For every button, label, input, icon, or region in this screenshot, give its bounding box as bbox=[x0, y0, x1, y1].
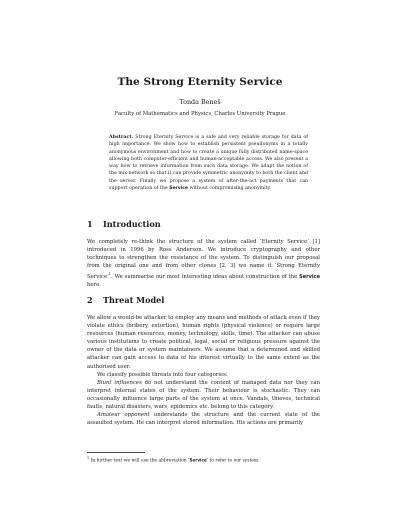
section-1-number: 1 bbox=[87, 219, 93, 229]
section-1-text-1: We completely re-think the structure of the system called ‘Eternity Service’ [1] introduced in 1996 by Ross Anderson. We introduce cryptography and other techniques to strengthen the resistance of the system. To distinguish our proposal from the original one and from other clones [2, 3] we name it ‘Strong Eternity Service’ bbox=[87, 239, 320, 281]
section-1-heading bbox=[87, 219, 161, 229]
section-2-heading bbox=[87, 295, 164, 305]
blunt-influences-label: Blunt influences bbox=[97, 379, 142, 386]
section-2-para-amateur bbox=[87, 411, 320, 427]
abstract-service-word: Service bbox=[169, 186, 188, 192]
footnote-mark: 1 bbox=[108, 272, 112, 277]
section-1-title: Introduction bbox=[103, 219, 161, 229]
section-1-body bbox=[87, 238, 320, 289]
blunt-influences-text: do not understand the content of managed data nor they can interpret internal states of the system. Their behaviour is stochastic. They can occasionally influence large parts of the system at once. Vandals, thieves, technical faults, natural disasters, wars, epidemics etc. belong to this category. bbox=[87, 379, 321, 411]
footnote-text-2: ’ to refer to our system. bbox=[206, 458, 260, 464]
author-name: Tonda Beneš bbox=[179, 98, 221, 106]
abstract-text-1: Strong Eternity Service is a safe and very reliable storage for data of high importance. We show how to establish persistent pseudonyms in a totally anonymous environment and how to create a unique fully distributed name-space allowing both computer-efficient and human-acceptable access. We also present a way how to retrieve information from such data storage. We adapt the notion of the mix-network so that it can provide symmetric anonymity to both the client and the server. Finally we propose a system of after-the-act payments that can support operation of the bbox=[109, 135, 308, 192]
section-2-title: Threat Model bbox=[103, 295, 165, 305]
footnote-rule bbox=[87, 452, 145, 453]
section-1-text-2: . We summarise our most interesting ideas about construction of the bbox=[111, 274, 298, 281]
section-2-number: 2 bbox=[87, 295, 93, 305]
footnote-service-word: Service bbox=[189, 457, 207, 463]
section-2-para-blunt bbox=[87, 379, 320, 411]
section-1-text-3: here. bbox=[87, 282, 101, 289]
abstract-text-2: without compromising anonymity. bbox=[189, 186, 272, 192]
paper-title: The Strong Eternity Service bbox=[117, 76, 283, 88]
amateur-opponent-text: understands the structure and the current state of the assaulted system. He can interpret stored information. His actions are primarily bbox=[87, 412, 320, 427]
footnote-text-1: In further text we will use the abbreviation ‘ bbox=[90, 458, 190, 464]
author-affiliation: Faculty of Mathematics and Physics, Charles University Prague bbox=[114, 111, 286, 117]
section-2-para-1: We allow a would-be attacker to employ any means and methods of attack even if they violate ethics (bribery, extortion), human rights (physical violence) or require large resources (human resources, money, technology, skills, time). The attacker can abuse various institutions to create political, legal, social or religious pressure against the owner of the data or system maintainers. We assume that a determined and skilled attacker can gain access to data of his interest virtually to the same extent as the authorised user. bbox=[87, 315, 320, 370]
section-2-body bbox=[87, 314, 320, 427]
footnote-number: 1 bbox=[87, 456, 90, 460]
abstract-label: Abstract. bbox=[109, 135, 134, 140]
footnote bbox=[87, 455, 320, 464]
abstract bbox=[109, 134, 308, 192]
section-2-para-2: We classify possible threats into four categories: bbox=[97, 371, 228, 378]
section-1-service-word: Service bbox=[299, 274, 320, 281]
amateur-opponent-label: Amateur opponent bbox=[97, 412, 150, 419]
